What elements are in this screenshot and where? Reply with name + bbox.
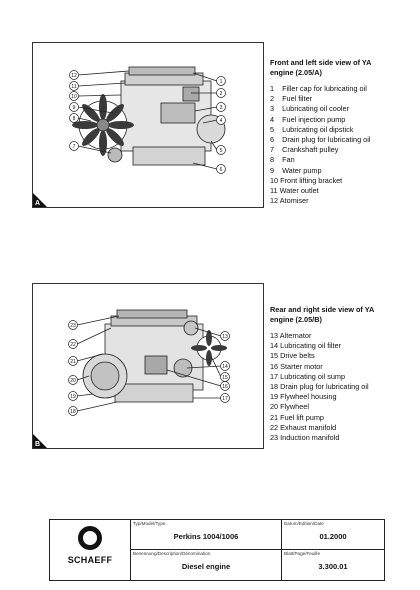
callout-b-right-1: 14 [222,364,228,370]
legend-item: 4 Fuel injection pump [270,114,346,124]
legend-item: 1 Filler cap for lubricating oil [270,84,367,93]
callout-a-left-0: 12 [71,73,77,79]
engine-illustration-a [33,43,263,207]
callout-b-right-3: 16 [222,384,228,390]
legend-item: 19 Flywheel housing [270,392,337,402]
legend-item: 2 Fuel filter [270,94,313,104]
page-cell [282,550,384,580]
callout-a-left-1: 11 [71,84,77,90]
legend-item: 11 Water outlet [270,186,319,196]
date-cell [282,520,384,550]
legend-item: 14 Lubricating oil filter [270,341,341,351]
callout-a-left-2: 10 [71,94,77,100]
legend-item: 5 Lubricating oil dipstick [270,124,354,134]
description-value: Diesel engine [181,562,231,571]
model-cell [131,520,282,550]
figure-a-front-left-view [32,42,264,208]
callout-a-right-4: 5 [219,148,223,154]
callout-b-left-3: 20 [70,378,76,384]
callout-b-left-2: 21 [70,359,76,365]
legend-item: 20 Flywheel [270,402,309,412]
callout-a-right-2: 3 [219,105,223,111]
figure-letter: A [35,200,41,207]
legend-b [270,305,390,443]
legend-item: 6 Drain plug for lubricating oil [270,135,371,145]
callout-b-right-0: 13 [222,334,228,340]
callout-b-left-1: 22 [70,342,76,348]
legend-a [270,58,390,206]
legend-item: 23 Induction manifold [270,433,340,443]
callout-a-left-3: 9 [72,105,76,111]
callout-a-right-3: 4 [219,118,223,124]
callout-a-right-5: 6 [219,167,223,173]
callout-b-right-4: 17 [222,396,228,402]
legend-item: 21 Fuel lift pump [270,412,324,422]
callout-a-right-1: 2 [219,91,223,97]
figure-b-rear-right-view [32,283,264,449]
date-label: Datum/Edition/Date [284,521,324,526]
callout-a-right-0: 1 [219,79,223,85]
description-label: Benennung/Description/Dénomination [133,551,211,556]
engine-illustration-b [33,284,263,448]
figure-letter: B [35,441,41,448]
legend-item: 9 Water pump [270,165,322,175]
legend-item: 16 Starter motor [270,361,323,371]
legend-item: 12 Atomiser [270,196,309,206]
legend-item: 7 Crankshaft pulley [270,145,339,155]
callout-a-left-5: 7 [72,144,76,150]
legend-item: 10 Front lifting bracket [270,175,343,185]
brand-name: SCHAEFF [67,555,113,565]
schaeff-logo [50,520,131,580]
legend-item: 13 Alternator [270,331,312,340]
legend-b-title: Rear and right side view of YA engine (2.05/B) [270,305,374,324]
callout-b-left-4: 19 [70,394,76,400]
legend-item: 8 Fan [270,155,295,165]
legend-a-title: Front and left side view of YA engine (2.05/A) [270,58,372,77]
legend-item: 22 Exhaust manifold [270,422,337,432]
schaeff-logo-icon [50,520,130,554]
page-label: Blatt/Page/Feuille [284,551,321,556]
legend-item: 15 Drive belts [270,351,315,361]
callout-b-right-2: 15 [222,375,228,381]
model-label: Typ/Model/Type [133,521,166,526]
callout-b-left-5: 18 [70,409,76,415]
legend-item: 17 Lubricating oil sump [270,371,346,381]
legend-item: 3 Lubricating oil cooler [270,104,349,114]
callout-b-left-0: 23 [70,323,76,329]
title-block [49,519,385,581]
description-cell [131,550,282,580]
page-value: 3.300.01 [318,562,348,571]
model-value: Perkins 1004/1006 [173,532,239,541]
legend-item: 18 Drain plug for lubricating oil [270,382,369,392]
date-value: 01.2000 [319,532,347,541]
callout-a-left-4: 8 [72,116,76,122]
